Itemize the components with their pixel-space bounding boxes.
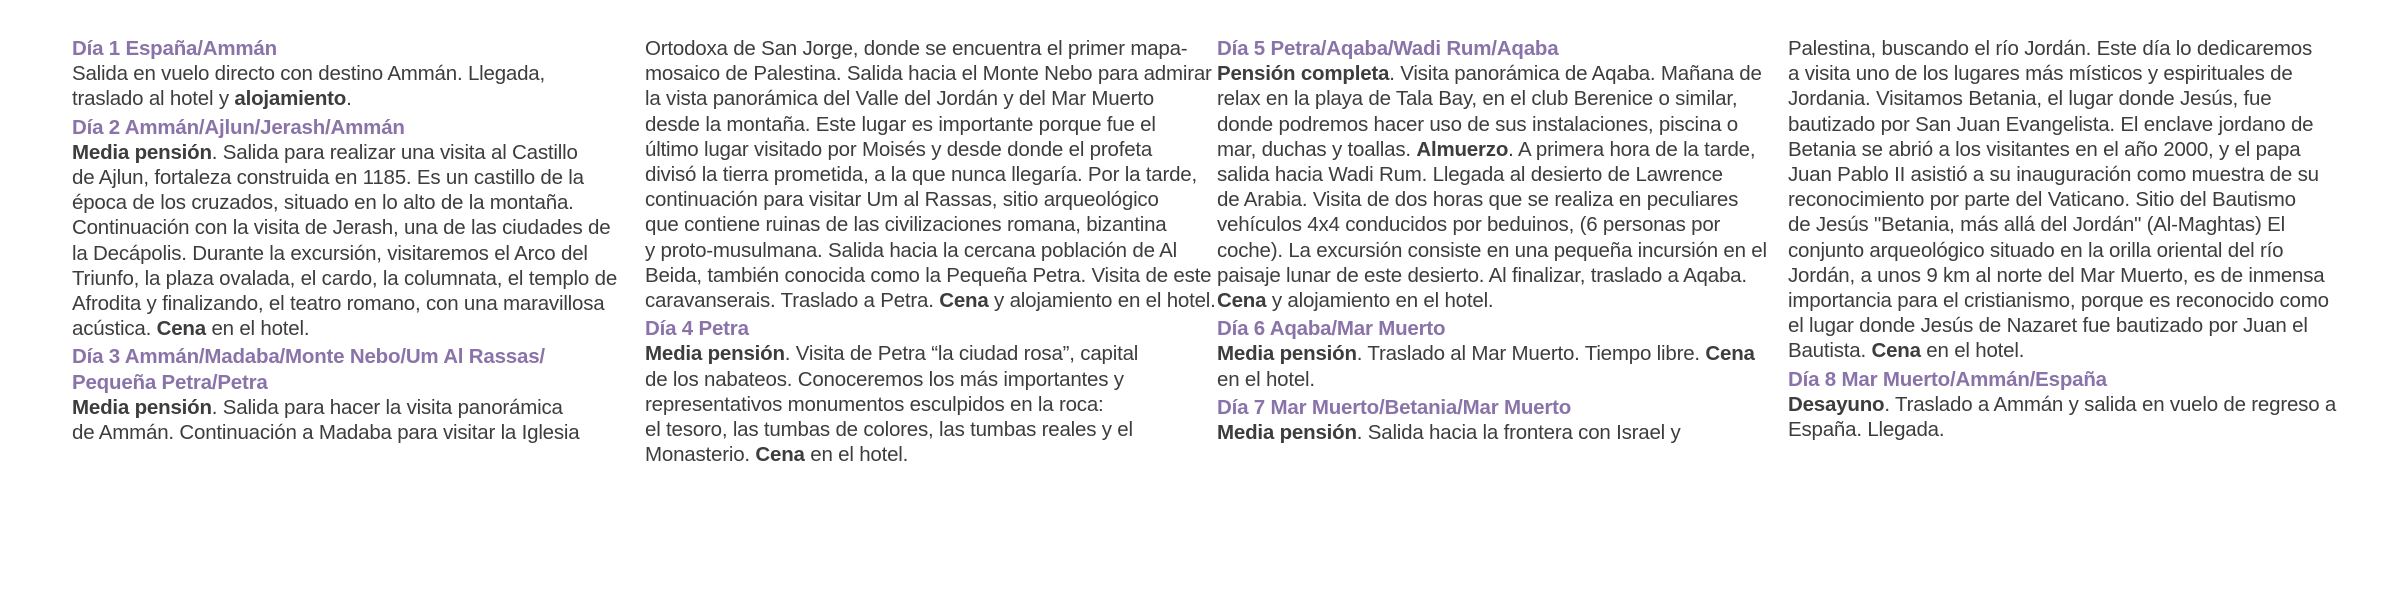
day-6-text-line: en el hotel.	[1217, 367, 1315, 391]
day-5-text-line: mar, duchas y toallas. Almuerzo. A primera hora de la tarde,	[1217, 137, 1756, 161]
meal-label: Media pensión	[1217, 342, 1357, 366]
day-2-text-line: Triunfo, la plaza ovalada, el cardo, la columnata, el templo de	[72, 266, 618, 290]
day-3-text-line: Beida, también conocida como la Pequeña Petra. Visita de este	[645, 263, 1212, 287]
day-7-text-line: conjunto arqueológico situado en la orilla oriental del río	[1788, 238, 2284, 262]
day-3-text-line: que contiene ruinas de las civilizaciones romana, bizantina	[645, 213, 1167, 237]
column-2	[645, 36, 1216, 467]
day-4-text-line: Monasterio. Cena en el hotel.	[645, 443, 909, 467]
day-3-heading: Día 3 Ammán/Madaba/Monte Nebo/Um Al Rassas/	[72, 345, 545, 369]
day-7-heading: Día 7 Mar Muerto/Betania/Mar Muerto	[1217, 395, 1572, 419]
day-3-text-line: Media pensión. Salida para hacer la visita panorámica	[72, 395, 563, 419]
day-4-heading: Día 4 Petra	[645, 317, 749, 341]
day-2-text-line: Media pensión. Salida para realizar una visita al Castillo	[72, 140, 578, 164]
day-7-text-line: Palestina, buscando el río Jordán. Este día lo dedicaremos	[1788, 37, 2312, 60]
day-6-heading: Día 6 Aqaba/Mar Muerto	[1217, 317, 1446, 341]
meal-label: Desayuno	[1788, 392, 1885, 416]
meal-label: Media pensión	[1217, 421, 1357, 445]
column-1	[72, 36, 630, 445]
day-7-text-line: de Jesús "Betania, más allá del Jordán" (Al-Maghtas) El	[1788, 213, 2285, 237]
day-5-heading: Día 5 Petra/Aqaba/Wadi Rum/Aqaba	[1217, 37, 1559, 60]
day-7-text-line: el lugar donde Jesús de Nazaret fue bautizado por Juan el	[1788, 314, 2308, 338]
day-4-text-line: de los nabateos. Conoceremos los más importantes y	[645, 367, 1124, 391]
day-8-heading: Día 8 Mar Muerto/Ammán/España	[1788, 367, 2107, 391]
day-7-text-line: Bautista. Cena en el hotel.	[1788, 339, 2025, 363]
day-7-text-line: importancia para el cristianismo, porque es reconocido como	[1788, 289, 2329, 313]
meal-label: Media pensión	[72, 140, 212, 164]
day-7-text-line: reconocimiento por parte del Vaticano. Sitio del Bautismo	[1788, 188, 2296, 212]
meal-label: Media pensión	[72, 395, 212, 419]
day-2-text-line: Continuación con la visita de Jerash, una de las ciudades de	[72, 216, 611, 240]
day-3-text-line: último lugar visitado por Moisés y desde donde el profeta	[645, 137, 1153, 161]
day-4-text-line: Media pensión. Visita de Petra “la ciudad rosa”, capital	[645, 342, 1139, 366]
day-5-text-line: salida hacia Wadi Rum. Llegada al desierto de Lawrence	[1217, 163, 1723, 187]
day-7-text-line: Media pensión. Salida hacia la frontera con Israel y	[1217, 421, 1681, 445]
meal-label: alojamiento	[234, 87, 347, 111]
day-7-text-line: Jordania. Visitamos Betania, el lugar donde Jesús, fue	[1788, 87, 2272, 111]
day-4-text-line: representativos monumentos esculpidos en la roca:	[645, 392, 1104, 416]
day-5-text-line: Cena y alojamiento en el hotel.	[1217, 289, 1494, 313]
day-5-text-line: donde podremos hacer uso de sus instalaciones, piscina o	[1217, 112, 1738, 136]
column-3	[1217, 36, 1775, 445]
meal-label: Pensión completa	[1217, 62, 1390, 86]
day-7-text-line: Jordán, a unos 9 km al norte del Mar Muerto, es de inmensa	[1788, 263, 2325, 287]
day-2-text-line: acústica. Cena en el hotel.	[72, 317, 310, 341]
column-4	[1788, 36, 2346, 442]
day-6-text-line: Media pensión. Traslado al Mar Muerto. Tiempo libre. Cena	[1217, 342, 1755, 366]
day-3-text-line: mosaico de Palestina. Salida hacia el Monte Nebo para admirar	[645, 62, 1212, 86]
day-3-text-line: divisó la tierra prometida, a la que nunca llegaría. Por la tarde,	[645, 163, 1198, 187]
meal-label: Cena	[755, 443, 805, 467]
day-3-text-line: continuación para visitar Um al Rassas, sitio arqueológico	[645, 188, 1159, 212]
meal-label: Cena	[1705, 342, 1755, 366]
day-5-text-line: coche). La excursión consiste en una pequeña incursión en el	[1217, 238, 1767, 262]
day-3-text-line: y proto-musulmana. Salida hacia la cercana población de Al	[645, 238, 1177, 262]
meal-label: Cena	[156, 317, 206, 341]
day-8-text-line: España. Llegada.	[1788, 418, 1945, 442]
day-3-text-line: de Ammán. Continuación a Madaba para visitar la Iglesia	[72, 421, 580, 445]
meal-label: Cena	[1871, 339, 1921, 363]
day-1-text-line: traslado al hotel y alojamiento.	[72, 87, 352, 111]
day-1-heading: Día 1 España/Ammán	[72, 37, 277, 60]
meal-label: Cena	[1217, 289, 1267, 313]
day-7-text-line: a visita uno de los lugares más místicos y espirituales de	[1788, 62, 2293, 86]
day-3-text-line: Ortodoxa de San Jorge, donde se encuentra el primer mapa-	[645, 37, 1188, 60]
day-5-text-line: paisaje lunar de este desierto. Al finalizar, traslado a Aqaba.	[1217, 263, 1747, 287]
day-5-text-line: de Arabia. Visita de dos horas que se realiza en peculiares	[1217, 188, 1739, 212]
day-1-text-line: Salida en vuelo directo con destino Ammán. Llegada,	[72, 62, 546, 86]
day-7-text-line: Juan Pablo II asistió a su inauguración como muestra de su	[1788, 163, 2319, 187]
day-4-text-line: el tesoro, las tumbas de colores, las tumbas reales y el	[645, 418, 1133, 442]
day-7-text-line: Betania se abrió a los visitantes en el año 2000, y el papa	[1788, 137, 2301, 161]
day-5-text-line: relax en la playa de Tala Bay, en el club Berenice o similar,	[1217, 87, 1738, 111]
day-5-text-line: Pensión completa. Visita panorámica de Aqaba. Mañana de	[1217, 62, 1762, 86]
day-7-text-line: bautizado por San Juan Evangelista. El enclave jordano de	[1788, 112, 2314, 136]
day-8-text-line: Desayuno. Traslado a Ammán y salida en vuelo de regreso a	[1788, 392, 2337, 416]
meal-label: Media pensión	[645, 342, 785, 366]
meal-label: Cena	[939, 289, 989, 313]
day-2-text-line: la Decápolis. Durante la excursión, visitaremos el Arco del	[72, 241, 588, 265]
day-2-text-line: época de los cruzados, situado en lo alto de la montaña.	[72, 191, 574, 215]
day-2-text-line: de Ajlun, fortaleza construida en 1185. Es un castillo de la	[72, 166, 584, 190]
meal-label: Almuerzo	[1416, 137, 1509, 161]
day-2-heading: Día 2 Ammán/Ajlun/Jerash/Ammán	[72, 115, 405, 139]
day-3-text-line: caravanserais. Traslado a Petra. Cena y alojamiento en el hotel.	[645, 289, 1216, 313]
day-3-text-line: la vista panorámica del Valle del Jordán y del Mar Muerto	[645, 87, 1154, 111]
day-3-heading-cont: Pequeña Petra/Petra	[72, 370, 268, 394]
day-3-text-line: desde la montaña. Este lugar es importante porque fue el	[645, 112, 1156, 136]
day-5-text-line: vehículos 4x4 conducidos por beduinos, (6 personas por	[1217, 213, 1721, 237]
day-2-text-line: Afrodita y finalizando, el teatro romano, con una maravillosa	[72, 292, 605, 316]
